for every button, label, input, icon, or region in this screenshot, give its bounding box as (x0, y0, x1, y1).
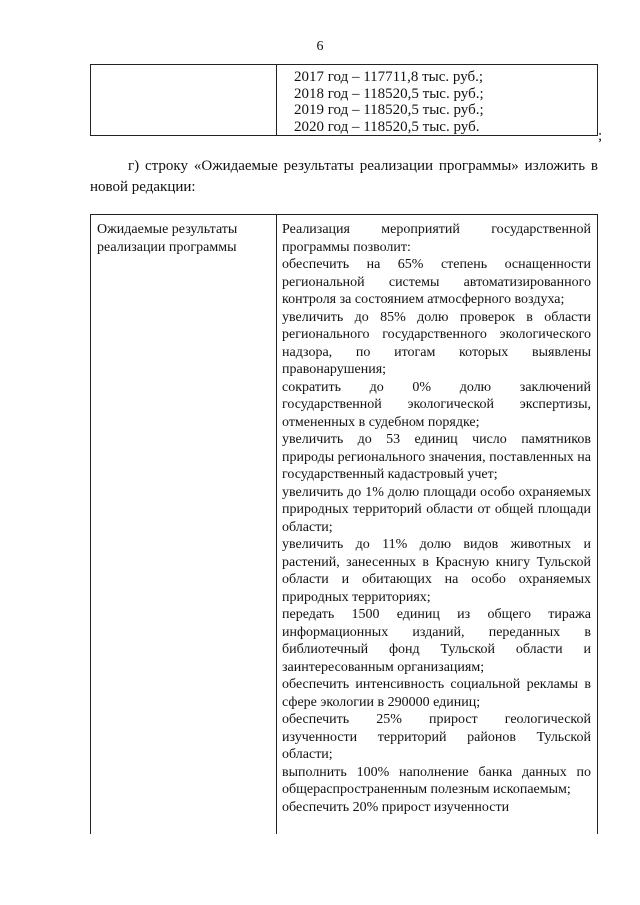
table-column-divider (276, 215, 277, 834)
amendment-instruction: г) строку «Ожидаемые результаты реализации программы» изложить в новой редакции: (90, 158, 598, 195)
result-item: выполнить 100% наполнение банка данных по общераспространенным полезным ископаемым; (282, 764, 591, 797)
result-item: Реализация мероприятий государственной программы позволит: (282, 222, 591, 255)
funding-years-cell (294, 69, 484, 135)
expected-results-table (90, 214, 598, 834)
result-item: увеличить до 53 единиц число памятников природы регионального значения, поставленных на государственный кадастровый учет; (282, 432, 591, 482)
table-column-divider (276, 65, 277, 135)
result-item: увеличить до 11% долю видов животных и растений, занесенных в Красную книгу Тульской области и обитающих на особо охраняемых природных территориях; (282, 537, 591, 605)
funding-line-2017: 2017 год – 117711,8 тыс. руб.; (294, 69, 484, 85)
funding-table (90, 64, 598, 136)
page-number: 6 (316, 39, 324, 54)
row-label: Ожидаемые результаты реализации программы (97, 222, 238, 255)
result-item: обеспечить 20% прирост изученности (282, 799, 510, 815)
trailing-semicolon: ; (598, 128, 603, 144)
funding-line-2018: 2018 год – 118520,5 тыс. руб.; (294, 85, 484, 102)
result-item: увеличить до 85% долю проверок в области регионального государственного экологического надзора, по итогам которых выявлены правонарушения; (282, 309, 591, 377)
funding-line-2020: 2020 год – 118520,5 тыс. руб. (294, 118, 480, 135)
result-item: обеспечить интенсивность социальной рекламы в сфере экологии в 290000 единиц; (282, 677, 591, 710)
result-item: сократить до 0% долю заключений государственной экологической экспертизы, отмененных в судебном порядке; (282, 379, 591, 430)
result-item: обеспечить 25% прирост геологической изученности территорий районов Тульской области; (282, 712, 591, 762)
row-content (282, 221, 591, 816)
result-item: обеспечить на 65% степень оснащенности региональной системы автоматизированного контроля за состоянием атмосферного воздуха; (282, 257, 591, 307)
result-item: передать 1500 единиц из общего тиража информационных изданий, переданных в библиотечный фонд Тульской области и заинтересованным организациям; (282, 607, 591, 675)
result-item: увеличить до 1% долю площади особо охраняемых природных территорий области от общей площади области; (282, 484, 591, 535)
funding-line-2019: 2019 год – 118520,5 тыс. руб.; (294, 102, 484, 118)
